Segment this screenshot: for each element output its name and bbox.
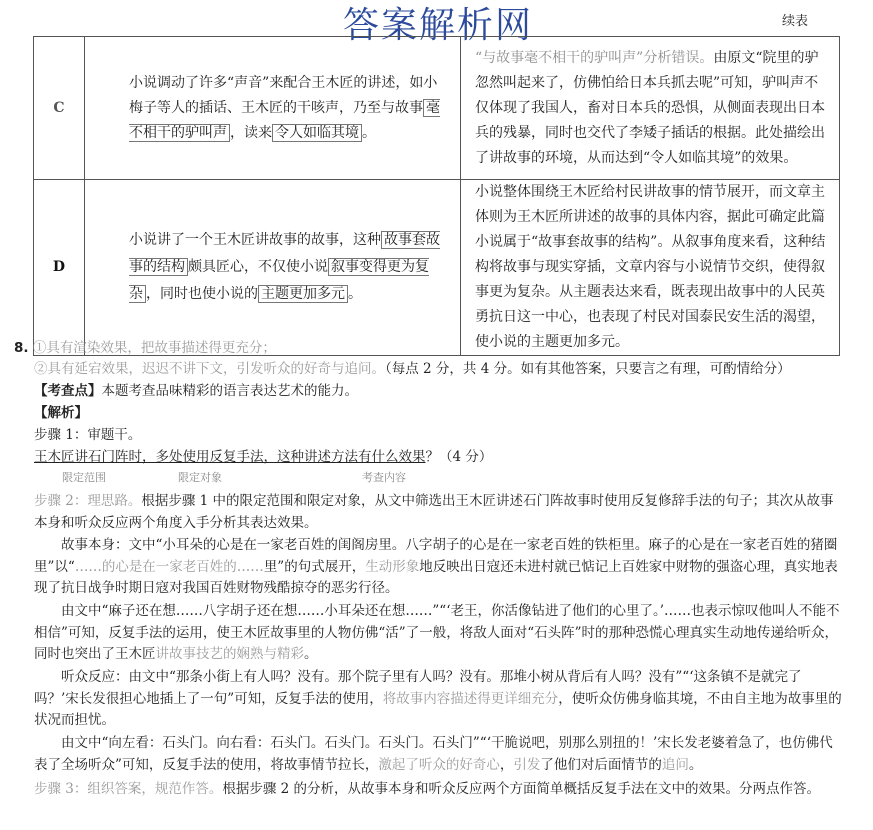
question-8-answer xyxy=(14,338,844,360)
label-object: 限定对象 xyxy=(178,471,222,484)
watermark-title: 答案解析网 xyxy=(342,5,533,46)
table-row-c xyxy=(34,37,840,180)
para-highlight: 将故事内容描述得更详细充分 xyxy=(382,690,559,707)
stem-annotations xyxy=(34,469,842,487)
stmt-text: 颇具匠心，不仅使小说 xyxy=(188,259,328,275)
stmt-text: 。 xyxy=(348,286,362,302)
highlight-text: “与故事毫不相干的驴叫声”分析错误。 xyxy=(475,49,714,66)
stmt-text: 小说调动了许多“声音”来配合王木匠的讲述，如小梅子等人的插话、王木匠的干咳声，乃至与故事 xyxy=(129,74,438,116)
stem-score: ？（4 分） xyxy=(425,449,493,465)
stmt-text: 小说讲了一个王木匠讲故事的故事，这种 xyxy=(129,232,381,248)
step-2-tag: 步骤 2：理思路。 xyxy=(34,493,142,509)
para-text: 听众反应：由文中“那条小街上有人吗？没有。那个院子里有人吗？没有。那堆小树从背后有人吗？没有”“‘这条镇不是就完了吗？’宋长发很担心地插上了一句”可知，反复手法的使用， xyxy=(34,669,802,707)
stem-content: ，这种讲述方法有什么效果 xyxy=(263,449,426,465)
para-text: ，使听众仿佛身临其境，不由自主地为故事里的状况而担忧。 xyxy=(34,690,842,729)
para-story-itself xyxy=(34,535,842,600)
boxed-phrase: 毫不相干的驴叫声 xyxy=(129,99,440,141)
para-text: 由文中“麻子还在想……八字胡子还在想……小耳朵还在想……”“‘老王，你活像钻进了他们的心里了。’……也表示惊叹他叫人不能不相信”可知，反复手法的运用，使王木匠故事里的人物仿佛“活”了一般，将敌人面对“石头阵”时的那种恐慌心理真实生动地传递给听众，同时也突出了王木匠 xyxy=(34,603,840,663)
para-text: 。 xyxy=(304,646,318,663)
boxed-phrase: 叙事变得更为复杂 xyxy=(129,259,429,302)
answer-point-1: ①具有渲染效果，把故事描述得更充分； xyxy=(32,340,276,356)
para-text: 地反映出日寇还未进村就已惦记上百姓家中财物的强盗心理，真实地表现了抗日战争时期日寇对我国百姓财物残酷掠夺的恶劣行径。 xyxy=(34,558,838,597)
boxed-phrase: 故事套故事的结构 xyxy=(129,232,440,275)
question-stem xyxy=(34,447,842,469)
continued-label: 续表 xyxy=(782,14,809,29)
para-repetition xyxy=(34,601,842,666)
answer-table xyxy=(33,36,840,356)
answer-point-2: ②具有延宕效果，迟迟不讲下文，引发听众的好奇与追问。 xyxy=(34,361,385,377)
para-text: 了他们对后面情节的 xyxy=(540,756,662,773)
stmt-text: ，同时也使小说的 xyxy=(146,286,258,302)
step-2 xyxy=(34,491,842,534)
step-1: 步骤 1：审题干。 xyxy=(34,427,142,443)
step-2-text: 根据步骤 1 中的限定范围和限定对象，从文中筛选出王木匠讲述石门阵故事时使用反复修辞手法的句子；其次从故事本身和听众反应两个角度入手分析其表达效果。 xyxy=(34,493,834,531)
para-text: 故事本身：文中“小耳朵的心是在一家老百姓的闺阁房里。八字胡子的心是在一家老百姓的铁柜里。麻子的心是在一家老百姓的猪圈里”以“ xyxy=(34,537,838,575)
para-audience xyxy=(34,667,842,732)
boxed-phrase: 令人如临其境 xyxy=(272,124,362,142)
step-3 xyxy=(34,779,842,801)
test-point-text: 本题考查品味精彩的语言表达艺术的能力。 xyxy=(101,383,358,399)
test-point xyxy=(34,381,842,403)
statement-c xyxy=(85,37,461,180)
para-highlight: ……的心是在一家老百姓的…… xyxy=(74,558,264,575)
scoring-note: （每点 2 分，共 4 分。如有其他答案，只要言之有理，可酌情给分） xyxy=(385,361,791,377)
para-text: 。 xyxy=(688,756,703,773)
para-text: ， xyxy=(499,756,514,773)
question-number: 8. xyxy=(14,340,29,356)
expl-text: 由原文“院里的驴忽然叫起来了，仿佛怕给日本兵抓去呢”可知，驴叫声不仅体现了我国人，畜对日本兵的恐惧，从侧面表现出日本兵的残暴，同时也交代了李矮子插话的根据。此处描绘出了讲故事的环境，从而达到“令人如临其境”的效果。 xyxy=(475,49,825,166)
para-highlight: 讲故事技艺的娴熟与精彩 xyxy=(155,646,304,663)
para-text: 里”的句式展开， xyxy=(263,558,366,575)
para-highlight: 生动形象 xyxy=(365,558,420,575)
analysis-tag: 【解析】 xyxy=(34,405,88,421)
test-point-tag: 【考查点】 xyxy=(34,383,102,399)
stmt-text: ，读来 xyxy=(230,124,272,141)
answer-point-2-line xyxy=(34,359,842,381)
stmt-text: 。 xyxy=(362,124,376,141)
explanation-d: 小说整体围绕王木匠给村民讲故事的情节展开，而文章主体则为王木匠所讲述的故事的具体内容，据此可确定此篇小说属于“故事套故事的结构”。从叙事角度来看，这种结构将故事与现实穿插，文章内容与小说情节交织，使得叙事更为复杂。从主题表达来看，既表现出故事中的人民英勇抗日这一中心，也表现了村民对国泰民安生活的渴望，使小说的主题更加多元。 xyxy=(461,180,840,356)
label-content: 考查内容 xyxy=(362,471,406,484)
boxed-phrase: 主题更加多元 xyxy=(258,285,348,303)
step-3-tag: 步骤 3：组织答案，规范作答。 xyxy=(34,781,223,797)
stem-object: ，多处使用反复手法 xyxy=(142,449,264,465)
para-highlight: 引发 xyxy=(513,756,541,773)
para-text: 由文中“向左看：石头门。向右看：石头门。石头门。石头门。石头门”“‘干脆说吧，别那么别扭的！’宋长发老婆着急了，也仿佛代表了全场听众”可知，反复手法的使用，将故事情节拉长， xyxy=(34,735,833,773)
para-highlight: 追问 xyxy=(661,756,689,773)
statement-d xyxy=(85,180,461,356)
step-3-text: 根据步骤 2 的分析，从故事本身和听众反应两个方面简单概括反复手法在文中的效果。分两点作答。 xyxy=(222,781,821,797)
stem-range: 王木匠讲石门阵时 xyxy=(34,449,142,465)
para-highlight: 激起了听众的好奇心 xyxy=(378,756,500,773)
row-label-d: D xyxy=(34,180,85,356)
table-row-d xyxy=(34,180,840,356)
para-left-right xyxy=(34,733,842,776)
label-range: 限定范围 xyxy=(62,471,106,484)
row-label-c: C xyxy=(34,37,85,180)
explanation-c xyxy=(461,37,840,180)
